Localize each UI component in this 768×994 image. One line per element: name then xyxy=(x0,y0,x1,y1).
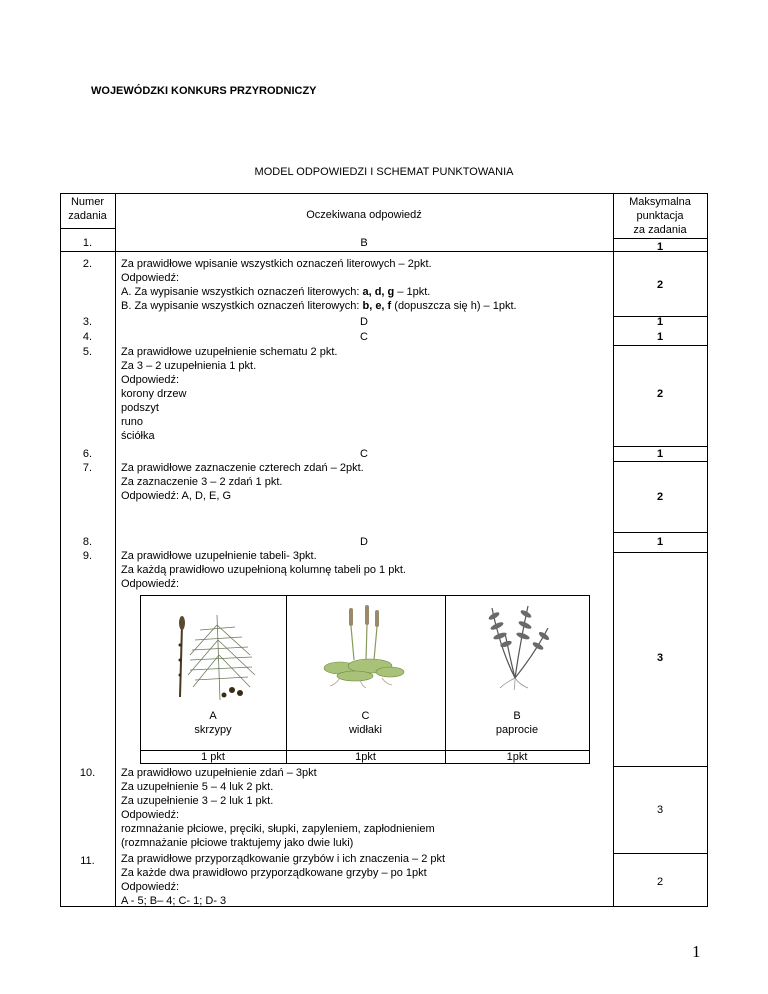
task-number: 11. xyxy=(80,855,95,867)
task-points: 3 xyxy=(656,804,664,816)
page-number: 1 xyxy=(692,942,701,961)
task-number: 8. xyxy=(82,536,93,548)
task-points: 2 xyxy=(656,876,664,888)
task-points: 1 xyxy=(656,241,664,253)
document-title: WOJEWÓDZKI KONKURS PRZYRODNICZY xyxy=(91,85,317,97)
document-subtitle: MODEL ODPOWIEDZI I SCHEMAT PUNKTOWANIA xyxy=(254,166,514,178)
fern-illustration xyxy=(470,598,560,690)
plant-label-clubmoss: C widłaki xyxy=(348,710,382,736)
task-answer-text: Za prawidłowe uzupełnienie tabeli- 3pkt. Za każdą prawidłowo uzupełnioną kolumnę tabeli po 1 pkt. Odpowiedź: xyxy=(121,550,406,590)
plant-label-fern: B paprocie xyxy=(495,710,539,736)
task-answer-text: Za prawidłowo uzupełnienie zdań – 3pkt Za uzupełnienie 5 – 4 luk 2 pkt. Za uzupełnienie 3 – 2 luk 1 pkt. Odpowiedź: rozmnażanie płciowe, pręciki, słupki, zapyleniem, zapłodnieniem (rozmnażanie płciowe traktujemy jako dwie luki) xyxy=(121,767,435,849)
plant-points: 1 pkt xyxy=(201,751,225,763)
task-points: 2 xyxy=(656,491,664,503)
task-answer: C xyxy=(360,331,368,343)
plant-points: 1pkt xyxy=(355,751,376,763)
task-answer: D xyxy=(360,536,368,548)
task-number: 4. xyxy=(82,331,93,343)
task-points: 2 xyxy=(656,388,664,400)
plant-points: 1pkt xyxy=(506,751,528,763)
task-number: 2. xyxy=(82,258,93,270)
horsetail-illustration xyxy=(160,605,275,705)
task-points: 1 xyxy=(656,331,664,343)
task-points: 1 xyxy=(656,316,664,328)
task-points: 1 xyxy=(656,536,664,548)
task-number: 7. xyxy=(82,462,93,474)
col-header-number: Numer zadania xyxy=(68,196,107,222)
task-number: 1. xyxy=(82,237,93,249)
col-header-answer: Oczekiwana odpowiedź xyxy=(306,209,422,221)
task-number: 6. xyxy=(82,448,93,460)
task-points: 2 xyxy=(656,279,664,291)
task-answer-text: Za prawidłowe zaznaczenie czterech zdań – 2pkt. Za zaznaczenie 3 – 2 zdań 1 pkt. Odpowiedź: A, D, E, G xyxy=(121,462,364,502)
task-answer: D xyxy=(360,316,368,328)
task-points: 1 xyxy=(656,448,664,460)
task-points: 3 xyxy=(656,652,664,664)
task-answer: B xyxy=(360,237,368,249)
clubmoss-illustration xyxy=(320,600,410,690)
task-answer-text: Za prawidłowe uzupełnienie schematu 2 pkt. Za 3 – 2 uzupełnienia 1 pkt. Odpowiedź: korony drzew podszyt runo ściółka xyxy=(121,346,338,442)
task-number: 3. xyxy=(82,316,93,328)
plant-label-horsetail: A skrzypy xyxy=(194,710,232,736)
task-answer: C xyxy=(360,448,368,460)
task-answer-text: Za prawidłowe wpisanie wszystkich oznaczeń literowych – 2pkt. Odpowiedź: A. Za wypisanie wszystkich oznaczeń literowych: a, d, g – 1pkt. B. Za wypisanie wszystkich oznaczeń literowych: b, e, f (dopuszcza się h) – 1pkt. xyxy=(121,258,517,312)
task-answer-text: Za prawidłowe przyporządkowanie grzybów i ich znaczenia – 2 pkt Za każde dwa prawidłowo przyporządkowane grzyby – po 1pkt Odpowiedź: A - 5; B– 4; C- 1; D- 3 xyxy=(121,853,446,907)
col-header-points: Maksymalna punktacja za zadania xyxy=(629,196,691,236)
task-number: 10. xyxy=(79,767,96,779)
task-number: 9. xyxy=(82,550,93,562)
task-number: 5. xyxy=(82,346,93,358)
